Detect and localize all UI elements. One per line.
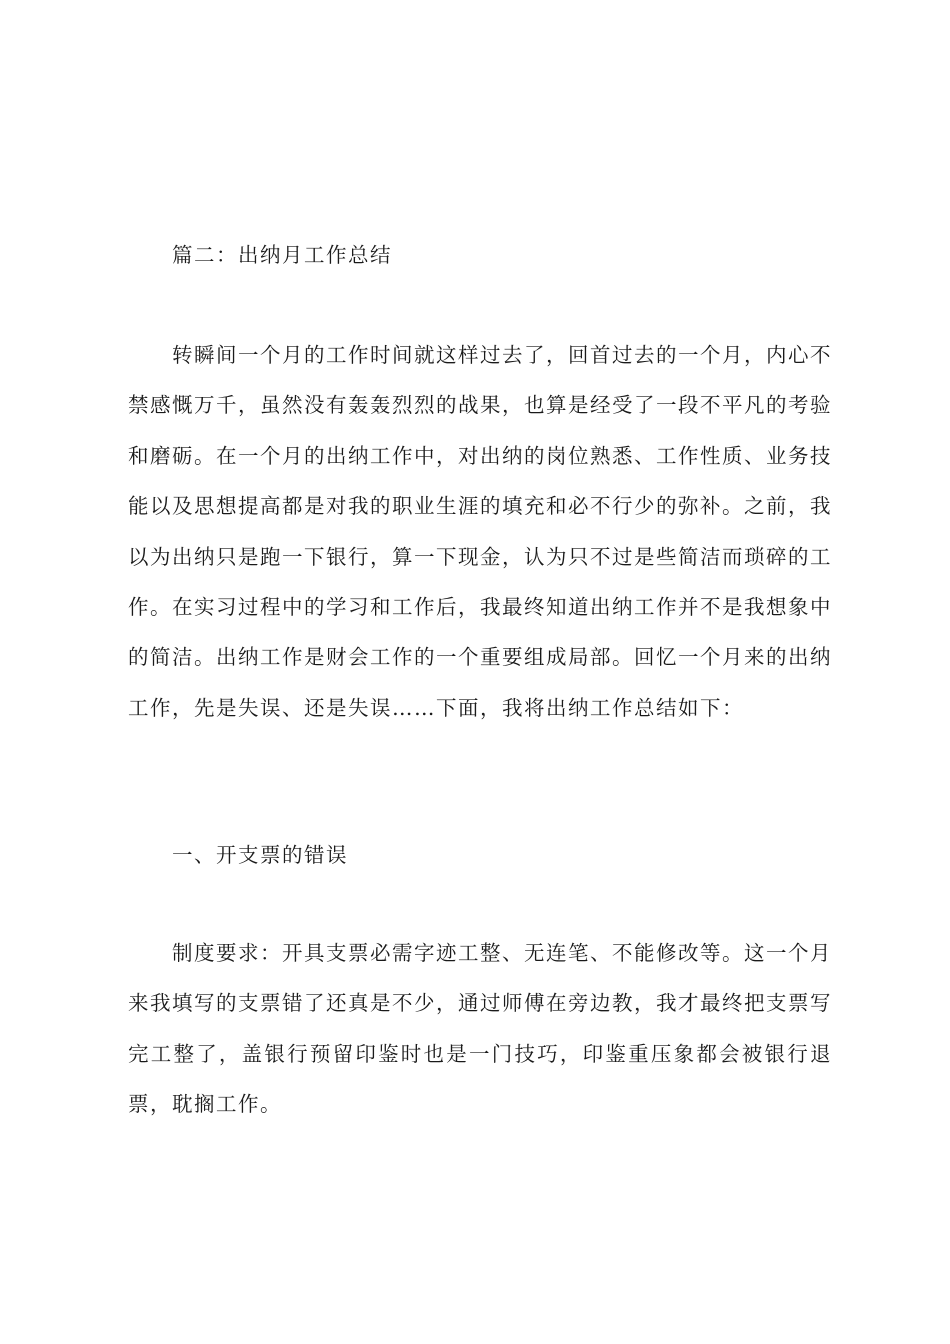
section-1-paragraph: 制度要求：开具支票必需字迹工整、无连笔、不能修改等。这一个月来我填写的支票错了还真是不少，通过师傅在旁边教，我才最终把支票写完工整了，盖银行预留印鉴时也是一门技巧，印鉴重压象都会被银行退票，耽搁工作。	[128, 941, 832, 1117]
section-1-heading: 一、开支票的错误	[172, 843, 348, 867]
document-title: 篇二：出纳月工作总结	[172, 243, 392, 267]
intro-paragraph: 转瞬间一个月的工作时间就这样过去了，回首过去的一个月，内心不禁感慨万千，虽然没有轰轰烈烈的战果，也算是经受了一段不平凡的考验和磨砺。在一个月的出纳工作中，对出纳的岗位熟悉、工作性质、业务技能以及思想提高都是对我的职业生涯的填充和必不行少的弥补。之前，我以为出纳只是跑一下银行，算一下现金，认为只不过是些简洁而琐碎的工作。在实习过程中的学习和工作后，我最终知道出纳工作并不是我想象中的简洁。出纳工作是财会工作的一个重要组成局部。回忆一个月来的出纳工作，先是失误、还是失误……下面，我将出纳工作总结如下：	[128, 343, 832, 720]
